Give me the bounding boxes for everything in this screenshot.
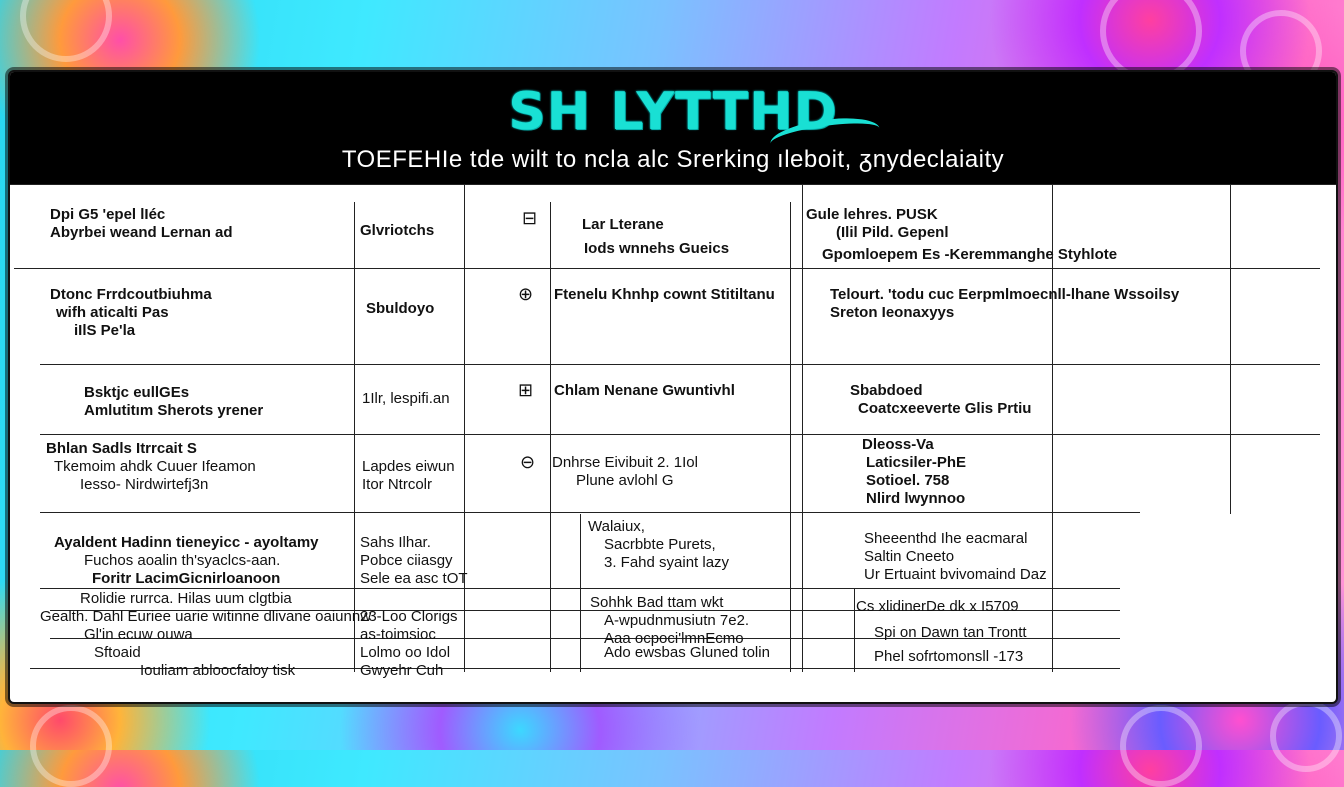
folder-icon: ⊟ <box>522 208 538 228</box>
cell-text: Fuchos aoalin th'syaclcs-aan. <box>84 552 281 569</box>
table-cell <box>588 518 729 572</box>
cell-text: Dpi G5 'epel lIéc <box>50 206 166 223</box>
cell-text: Gl'in ecuw ouwa <box>84 626 193 643</box>
table-cell <box>864 530 1047 584</box>
table-cell <box>54 534 319 588</box>
cell-text: Saltin Cneeto <box>864 548 955 565</box>
table-cell: 1Ilr, lespifi.an <box>362 390 450 407</box>
cell-text: Iods wnnehs Gueics <box>584 240 730 257</box>
background-swirl <box>1120 705 1202 787</box>
cell-text: Sreton Ieonaxyys <box>830 304 955 321</box>
grid-icon: ⊞ <box>518 380 534 400</box>
grid-line <box>854 588 855 672</box>
table-cell <box>842 436 966 508</box>
grid-line <box>10 184 1336 185</box>
cell-text: Foritr LacimGicnirloanoon <box>92 570 281 587</box>
cell-text: Sacrbbte Purets, <box>604 536 716 553</box>
cell-text: Coatcxeeverte Glis Prtiu <box>858 400 1032 417</box>
table-grid <box>10 184 1336 702</box>
table-cell <box>50 206 233 242</box>
table-cell <box>582 216 729 258</box>
page-title: SH LYTTHD <box>508 82 838 142</box>
cell-text: Sahs Ilhar. <box>360 534 431 551</box>
cell-text: Sheeenthd Ihe eacmaral <box>864 530 1028 547</box>
table-cell: Ftenelu Khnhp cownt Stitiltanu <box>554 286 775 303</box>
table-panel <box>8 70 1338 704</box>
cell-text: as-toimsioc <box>360 626 436 643</box>
cell-text: Dleoss-Va <box>862 436 934 453</box>
table-cell <box>50 286 212 340</box>
table-cell <box>362 458 455 494</box>
table-cell <box>830 286 1179 322</box>
cell-text: Laticsiler-PhE <box>866 454 967 471</box>
cell-text: Gwyehr Cuh <box>360 662 444 679</box>
cell-text: Gule lehres. PUSK <box>806 206 938 223</box>
table-cell <box>360 608 458 644</box>
cell-text: Phel sofrtomonsll -173 <box>874 648 1024 665</box>
cell-text: Amlutitım Sherots yrener <box>84 402 264 419</box>
table-cell <box>360 534 468 588</box>
cell-text: Sele ea asc tOT <box>360 570 468 587</box>
grid-line <box>1230 184 1231 514</box>
grid-line <box>14 268 1320 269</box>
table-cell <box>856 598 1019 616</box>
cell-text: Gealth. Dahl Euriee uarie witinne dlivane oaiunnw <box>40 608 372 625</box>
grid-line <box>550 202 551 672</box>
table-cell: Sbuldoyo <box>366 300 435 317</box>
cell-text: Plune avlohl G <box>576 472 674 489</box>
table-cell <box>604 644 770 662</box>
cell-text: Bsktjc eullGEs <box>84 384 190 401</box>
location-icon: ⊖ <box>520 452 536 472</box>
table-cell <box>40 590 371 644</box>
table-cell: Chlam Nenane Gwuntivhl <box>554 382 735 399</box>
cell-text: 3. Fahd syaint lazy <box>604 554 730 571</box>
table-cell <box>806 206 1117 264</box>
cell-text: Lar Lterane <box>582 216 664 233</box>
table-cell: Glvriotchs <box>360 222 435 239</box>
grid-line <box>464 184 465 672</box>
cell-text: Iouliam abloocfaloy tisk <box>140 662 296 679</box>
grid-line <box>40 512 1140 513</box>
table-cell <box>50 644 295 680</box>
grid-line <box>40 434 1320 435</box>
grid-line <box>802 184 803 672</box>
cell-text: Spi on Dawn tan Trontt <box>874 624 1027 641</box>
cell-text: Abyrbei weand Lernan ad <box>50 224 233 241</box>
table-cell <box>84 384 263 420</box>
table-cell <box>552 454 698 490</box>
cell-text: Nlird lwynnoo <box>866 490 966 507</box>
page-subtitle: TOEFEHIe tde wilt to ncla alc Srerking ıleboit, ᵹnydeclaiaity <box>341 146 1005 173</box>
cell-text: Ayaldent Hadinn tieneyicc - ayoltamy <box>54 534 319 551</box>
table-cell <box>874 624 1027 666</box>
background-swirl <box>1270 700 1342 772</box>
cell-text: wifh aticalti Pas <box>56 304 169 321</box>
cell-text: (Ilil Pild. Gepenl <box>836 224 949 241</box>
grid-line <box>580 514 581 672</box>
document-icon: ⊕ <box>518 284 534 304</box>
cell-text: Ur Ertuaint bvivomaind Daz <box>864 566 1047 583</box>
cell-text: Sotioel. 758 <box>866 472 950 489</box>
cell-text: Sbabdoed <box>850 382 923 399</box>
table-cell <box>360 644 450 680</box>
cell-text: Telourt. 'todu cuc Eerpmlmoecnll-lhane Wssoilsy <box>830 286 1180 303</box>
cell-text: Walaiux, <box>588 518 645 535</box>
cell-text: Pobce ciiasgy <box>360 552 453 569</box>
cell-text: 23-Loo Clorigs <box>360 608 458 625</box>
cell-text: iIlS Pe'la <box>74 322 136 339</box>
table-cell <box>844 382 1031 418</box>
grid-line <box>790 202 791 672</box>
cell-text: Rolidie rurrca. Hilas uum clgtbia <box>80 590 292 607</box>
cell-text: Dnhrse Eivibuit 2. 1Iol <box>552 454 698 471</box>
cell-text: Aaa ocpoci'lmnEcmo <box>604 630 744 647</box>
cell-text: Lapdes eiwun <box>362 458 455 475</box>
cell-text: Sftoaid <box>94 644 141 661</box>
cell-text: Cs xlidinerDe dk x I5709 <box>856 598 1019 615</box>
cell-text: Bhlan Sadls Itrrcait S <box>46 440 197 457</box>
cell-text: Dtonc Frrdcoutbiuhma <box>50 286 212 303</box>
cell-text: Sohhk Bad ttam wkt <box>590 594 724 611</box>
cell-text: Iesso- Nirdwirtefj3n <box>80 476 209 493</box>
cell-text: Lolmo oo Idol <box>360 644 451 661</box>
grid-line <box>40 364 1320 365</box>
cell-text: Itor Ntrcolr <box>362 476 433 493</box>
cell-text: Ado ewsbas Gluned tolin <box>604 644 770 661</box>
cell-text: A-wpudnmusiutn 7e2. <box>604 612 750 629</box>
table-cell <box>46 440 256 494</box>
background-swirl <box>30 705 112 787</box>
cell-text: Tkemoim ahdk Cuuer Ifeamon <box>54 458 256 475</box>
table-cell <box>590 594 749 648</box>
background-swirl <box>20 0 112 62</box>
header-bar <box>10 72 1336 184</box>
cell-text: Gpomloepem Es -Keremmanghe Styhlote <box>822 246 1118 263</box>
